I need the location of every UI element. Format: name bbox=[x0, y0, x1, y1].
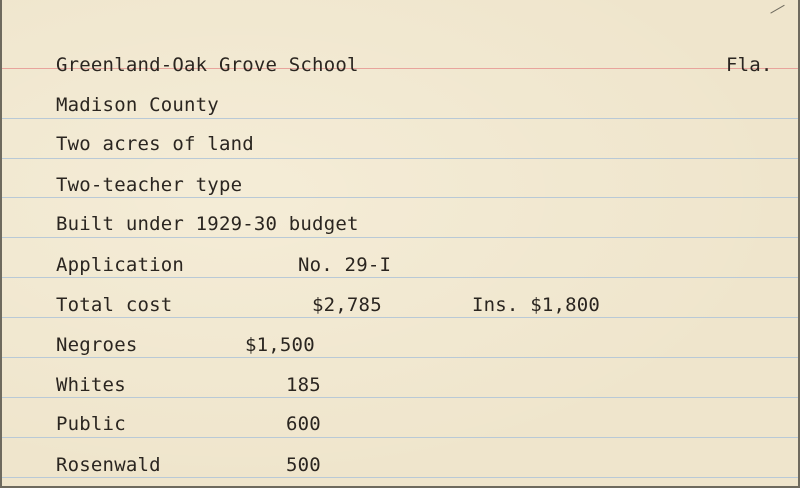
ruled-line bbox=[2, 397, 798, 398]
total-cost-value: $2,785 bbox=[312, 294, 382, 316]
contribution-value-rosenwald: 500 bbox=[286, 454, 321, 476]
index-card bbox=[2, 0, 798, 486]
ruled-line bbox=[2, 437, 798, 438]
contribution-label-whites: Whites bbox=[56, 374, 126, 396]
contribution-label-public: Public bbox=[56, 413, 126, 435]
application-number: No. 29-I bbox=[298, 254, 392, 276]
ruled-line bbox=[2, 357, 798, 358]
ruled-line bbox=[2, 197, 798, 198]
total-cost-label: Total cost bbox=[56, 294, 173, 316]
contribution-label-negroes: Negroes bbox=[56, 334, 138, 356]
application-label: Application bbox=[56, 254, 185, 276]
card-corner-mark bbox=[770, 5, 789, 23]
ruled-line bbox=[2, 237, 798, 238]
ruled-line bbox=[2, 118, 798, 119]
contribution-value-public: 600 bbox=[286, 413, 321, 435]
county: Madison County bbox=[56, 94, 219, 116]
contribution-value-whites: 185 bbox=[286, 374, 321, 396]
contribution-label-rosenwald: Rosenwald bbox=[56, 454, 161, 476]
contribution-value-negroes: $1,500 bbox=[245, 334, 315, 356]
ruled-line bbox=[2, 477, 798, 478]
ruled-line bbox=[2, 158, 798, 159]
land-size: Two acres of land bbox=[56, 133, 254, 155]
ruled-line bbox=[2, 277, 798, 278]
insurance-value: Ins. $1,800 bbox=[472, 294, 601, 316]
ruled-line bbox=[2, 317, 798, 318]
school-name: Greenland-Oak Grove School bbox=[56, 54, 359, 76]
state-abbreviation: Fla. bbox=[726, 54, 773, 76]
school-type: Two-teacher type bbox=[56, 174, 243, 196]
budget-year: Built under 1929-30 budget bbox=[56, 213, 359, 235]
